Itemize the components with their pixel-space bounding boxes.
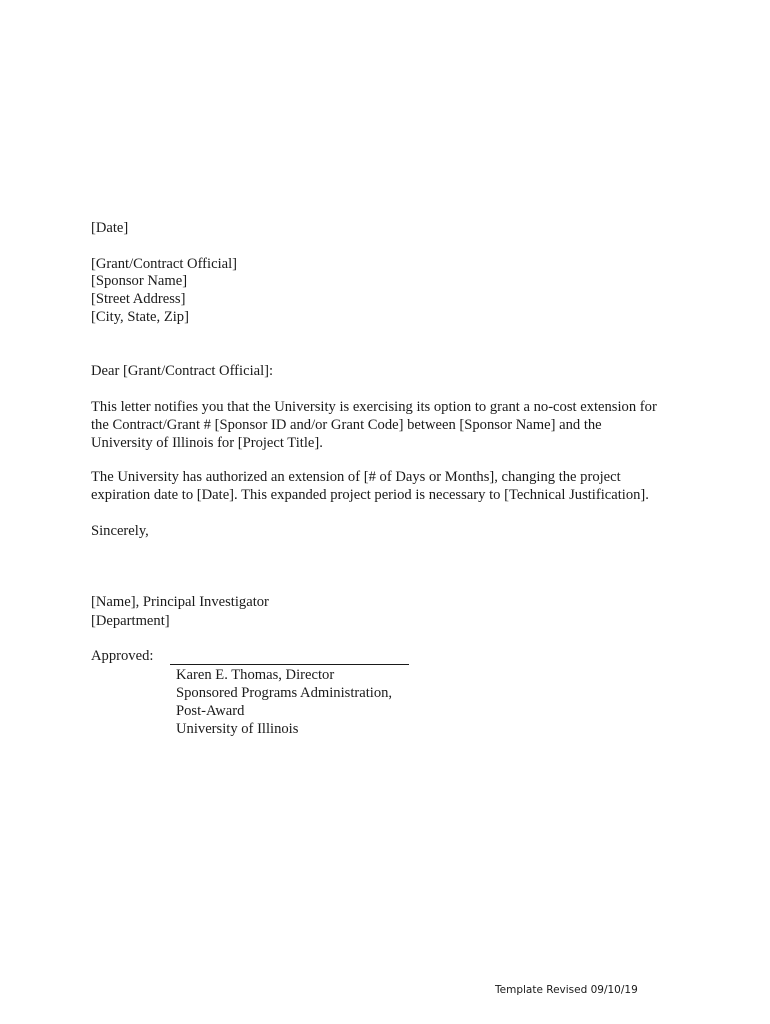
salutation: Dear [Grant/Contract Official]:: [91, 363, 274, 379]
date-line: [Date]: [91, 220, 129, 236]
approver-office: Sponsored Programs Administration,: [176, 685, 393, 701]
paragraph1-line3: University of Illinois for [Project Title].: [91, 435, 323, 451]
paragraph2-line2: expiration date to [Date]. This expanded project period is necessary to [Technical Justification].: [91, 487, 649, 503]
approved-label: Approved:: [91, 648, 154, 664]
paragraph2-line1: The University has authorized an extension of [# of Days or Months], changing the project: [91, 469, 621, 485]
signer-name-title: [Name], Principal Investigator: [91, 594, 269, 610]
approver-name: Karen E. Thomas, Director: [176, 667, 335, 683]
recipient-city: [City, State, Zip]: [91, 309, 189, 325]
recipient-street: [Street Address]: [91, 291, 186, 307]
signer-department: [Department]: [91, 613, 170, 629]
paragraph1-line1: This letter notifies you that the University is exercising its option to grant a no-cost extension for: [91, 399, 657, 415]
paragraph1-line2: the Contract/Grant # [Sponsor ID and/or Grant Code] between [Sponsor Name] and the: [91, 417, 602, 433]
recipient-sponsor: [Sponsor Name]: [91, 273, 188, 289]
template-revision-footer: Template Revised 09/10/19: [495, 984, 638, 996]
closing: Sincerely,: [91, 523, 149, 539]
approver-institution: University of Illinois: [176, 721, 299, 737]
approver-unit: Post-Award: [176, 703, 245, 719]
signature-line: [170, 664, 409, 665]
recipient-official: [Grant/Contract Official]: [91, 256, 238, 272]
